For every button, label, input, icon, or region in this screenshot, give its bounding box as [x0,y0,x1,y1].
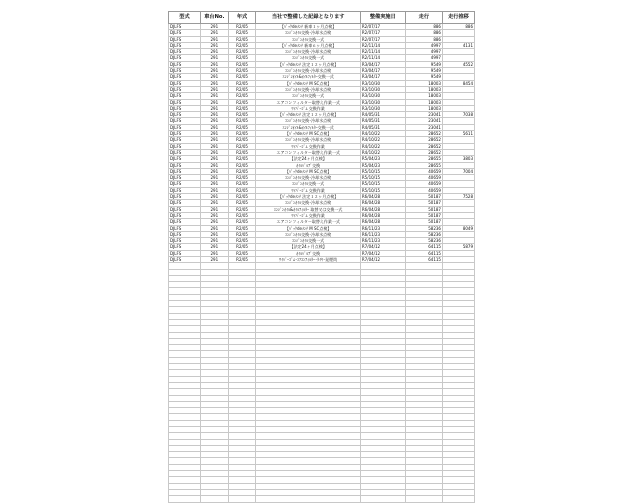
table-row [169,225,475,231]
cell-service-date: R3/10/30 [360,86,405,92]
cell-chassis-no: 291 [200,42,228,48]
cell-description: 【ﾊﾟｯｸdeﾒﾝﾃ 法定１２ヶ月点検】 [256,61,360,67]
cell-description: 【ﾊﾟｯｸdeﾒﾝﾃ M SC点検】 [256,225,360,231]
cell-description: 【ﾊﾟｯｸdeﾒﾝﾃ M SC点検】 [256,80,360,86]
header-chassis-no: 車台No. [200,12,228,24]
cell-model: DJLFS [169,30,201,36]
cell-chassis-no: 291 [200,238,228,244]
cell-description: 【ﾊﾟｯｸdeﾒﾝﾃ 法定１２ヶ月点検】 [256,112,360,118]
cell-description: 【法定24ヶ月点検】 [256,156,360,162]
cell-service-date: R7/04/12 [360,256,405,262]
cell-year: R2/05 [228,131,256,137]
table-row [169,212,475,218]
cell-mileage: 40659 [405,175,442,181]
cell-mileage: 4997 [405,55,442,61]
cell-model: DJLFS [169,131,201,137]
cell-year: R2/05 [228,187,256,193]
cell-chassis-no: 291 [200,36,228,42]
cell-service-date: R5/10/15 [360,175,405,181]
cell-year: R2/05 [228,30,256,36]
cell-service-date: R3/10/30 [360,80,405,86]
cell-description: 【ﾊﾟｯｸdeﾒﾝﾃ 法定１２ヶ月点検】 [256,194,360,200]
cell-year: R2/05 [228,55,256,61]
cell-service-date: R6/11/23 [360,225,405,231]
cell-description: ｴﾝｼﾞﾝｵｲﾙ交換一式 [256,55,360,61]
cell-mileage-change: 7038 [442,112,474,118]
cell-year: R2/05 [228,74,256,80]
cell-model: DJLFS [169,99,201,105]
cell-mileage: 64115 [405,250,442,256]
cell-model: DJLFS [169,181,201,187]
cell-model: DJLFS [169,238,201,244]
table-row [169,93,475,99]
cell-model: DJLFS [169,24,201,30]
cell-service-date: R5/04/23 [360,156,405,162]
cell-description: エアコンフィルター取替え作業一式 [256,149,360,155]
table-row [169,143,475,149]
cell-chassis-no: 291 [200,143,228,149]
cell-service-date: R3/04/17 [360,74,405,80]
cell-year: R2/05 [228,137,256,143]
cell-year: R2/05 [228,118,256,124]
cell-mileage: 50187 [405,212,442,218]
cell-chassis-no: 291 [200,181,228,187]
cell-description: 【ﾊﾟｯｸdeﾒﾝﾃ M SC点検】 [256,168,360,174]
table-row [169,86,475,92]
cell-description: ｴﾝｼﾞﾝｵｲﾙ交換･冷却水点検 [256,30,360,36]
cell-chassis-no: 291 [200,80,228,86]
cell-chassis-no: 291 [200,93,228,99]
cell-mileage: 9549 [405,74,442,80]
cell-chassis-no: 291 [200,131,228,137]
cell-mileage: 4997 [405,42,442,48]
cell-description: 【ﾊﾟｯｸdeﾒﾝﾃ M SC点検】 [256,131,360,137]
cell-year: R2/05 [228,206,256,212]
cell-service-date: R4/05/31 [360,124,405,130]
cell-mileage-change: 7004 [442,168,474,174]
cell-chassis-no: 291 [200,55,228,61]
cell-chassis-no: 291 [200,149,228,155]
cell-description: ｴﾝｼﾞﾝｵｲﾙ交換･冷却水点検 [256,49,360,55]
cell-mileage-change: 5879 [442,244,474,250]
cell-service-date: R2/07/17 [360,30,405,36]
cell-service-date: R7/04/12 [360,244,405,250]
cell-year: R2/05 [228,156,256,162]
cell-mileage: 23041 [405,118,442,124]
cell-service-date: R5/04/23 [360,162,405,168]
cell-year: R2/05 [228,181,256,187]
cell-description: エアコンフィルター取替え作業一式 [256,219,360,225]
empty-cell [442,496,474,502]
cell-model: DJLFS [169,162,201,168]
empty-cell [256,496,360,502]
cell-description: ｴﾝｼﾞﾝｵｲﾙ交換･冷却水点検 [256,86,360,92]
table-row [169,124,475,130]
cell-model: DJLFS [169,156,201,162]
cell-model: DJLFS [169,212,201,218]
cell-mileage: 9549 [405,61,442,67]
cell-description: ｴﾝｼﾞﾝｵｲﾙ交換･冷却水点検 [256,231,360,237]
cell-year: R2/05 [228,194,256,200]
cell-mileage: 28652 [405,149,442,155]
cell-service-date: R6/04/28 [360,212,405,218]
cell-year: R2/05 [228,49,256,55]
cell-model: DJLFS [169,42,201,48]
cell-year: R2/05 [228,231,256,237]
cell-chassis-no: 291 [200,49,228,55]
cell-year: R2/05 [228,24,256,30]
cell-mileage: 18003 [405,99,442,105]
cell-service-date: R2/11/14 [360,49,405,55]
cell-description: ｴﾝｼﾞﾝｵｲﾙ交換一式 [256,181,360,187]
cell-year: R2/05 [228,93,256,99]
cell-chassis-no: 291 [200,231,228,237]
table-row [169,99,475,105]
cell-mileage: 50187 [405,200,442,206]
table-row [169,244,475,250]
header-service-date: 整備実施日 [360,12,405,24]
cell-model: DJLFS [169,118,201,124]
cell-chassis-no: 291 [200,187,228,193]
cell-year: R2/05 [228,149,256,155]
cell-chassis-no: 291 [200,61,228,67]
cell-service-date: R4/05/31 [360,112,405,118]
cell-year: R2/05 [228,61,256,67]
cell-model: DJLFS [169,86,201,92]
cell-chassis-no: 291 [200,244,228,250]
cell-chassis-no: 291 [200,24,228,30]
cell-year: R2/05 [228,80,256,86]
cell-chassis-no: 291 [200,124,228,130]
cell-model: DJLFS [169,124,201,130]
cell-year: R2/05 [228,256,256,262]
cell-mileage: 886 [405,24,442,30]
cell-mileage: 18003 [405,105,442,111]
cell-chassis-no: 291 [200,112,228,118]
cell-description: ｴﾝｼﾞﾝｵｲﾙ交換一式 [256,93,360,99]
cell-service-date: R6/04/28 [360,200,405,206]
cell-year: R2/05 [228,99,256,105]
cell-model: DJLFS [169,112,201,118]
cell-model: DJLFS [169,244,201,250]
cell-model: DJLFS [169,61,201,67]
cell-mileage: 18003 [405,80,442,86]
cell-description: ｵｲﾙﾊﾞﾙﾌﾞ交換 [256,250,360,256]
cell-service-date: R2/07/17 [360,36,405,42]
table-row [169,168,475,174]
cell-year: R2/05 [228,105,256,111]
cell-service-date: R3/04/17 [360,68,405,74]
table-row [169,105,475,111]
cell-mileage: 40659 [405,187,442,193]
cell-model: DJLFS [169,250,201,256]
cell-service-date: R4/10/22 [360,143,405,149]
cell-service-date: R3/10/30 [360,99,405,105]
cell-service-date: R3/04/17 [360,61,405,67]
cell-chassis-no: 291 [200,30,228,36]
cell-year: R2/05 [228,175,256,181]
cell-mileage: 58236 [405,231,442,237]
cell-chassis-no: 291 [200,219,228,225]
cell-description: 【法定24ヶ月点検】 [256,244,360,250]
empty-cell [360,496,405,502]
cell-service-date: R2/11/14 [360,55,405,61]
cell-description: ｴﾝｼﾞﾝｵｲﾙ&ｵｲﾙﾌｨﾙﾀｰ交換一式 [256,74,360,80]
cell-mileage: 886 [405,30,442,36]
header-year: 年式 [228,12,256,24]
cell-chassis-no: 291 [200,105,228,111]
cell-year: R2/05 [228,219,256,225]
cell-model: DJLFS [169,225,201,231]
cell-year: R2/05 [228,86,256,92]
cell-service-date: R4/10/22 [360,131,405,137]
cell-model: DJLFS [169,49,201,55]
empty-cell [200,496,228,502]
table-row [169,231,475,237]
cell-description: ｴﾝｼﾞﾝｵｲﾙ交換一式 [256,238,360,244]
table-row [169,200,475,206]
cell-year: R2/05 [228,36,256,42]
cell-model: DJLFS [169,137,201,143]
cell-service-date: R3/10/30 [360,93,405,99]
cell-chassis-no: 291 [200,175,228,181]
cell-description: ｴﾝｼﾞﾝｵｲﾙ交換･冷却水点検 [256,175,360,181]
cell-model: DJLFS [169,143,201,149]
cell-model: DJLFS [169,105,201,111]
cell-mileage: 40659 [405,181,442,187]
cell-mileage-change: 5611 [442,131,474,137]
table-row [169,238,475,244]
cell-model: DJLFS [169,231,201,237]
cell-model: DJLFS [169,256,201,262]
cell-model: DJLFS [169,168,201,174]
cell-mileage: 58236 [405,225,442,231]
cell-description: ﾜｲﾊﾟｰｺﾞﾑ 交換作業 [256,143,360,149]
table-row [169,187,475,193]
cell-mileage-change: 3803 [442,156,474,162]
cell-service-date: R6/11/23 [360,238,405,244]
cell-year: R2/05 [228,250,256,256]
cell-year: R2/05 [228,68,256,74]
cell-description: ｴﾝｼﾞﾝｵｲﾙ交換･冷却水点検 [256,68,360,74]
cell-chassis-no: 291 [200,212,228,218]
cell-service-date: R3/10/30 [360,105,405,111]
header-row [169,12,475,24]
cell-description: ｴﾝｼﾞﾝｵｲﾙ交換･冷却水点検 [256,200,360,206]
cell-model: DJLFS [169,68,201,74]
cell-chassis-no: 291 [200,250,228,256]
cell-model: DJLFS [169,149,201,155]
cell-description: ｴﾝｼﾞﾝｵｲﾙ交換一式 [256,36,360,42]
cell-chassis-no: 291 [200,256,228,262]
cell-description: ｴﾝｼﾞﾝｵｲﾙ&ｵｲﾙﾌｨﾙﾀｰ 取替又は交換一式 [256,206,360,212]
table-row [169,206,475,212]
cell-model: DJLFS [169,80,201,86]
table-row [169,131,475,137]
cell-service-date: R6/04/28 [360,219,405,225]
cell-mileage: 18003 [405,86,442,92]
cell-mileage: 9549 [405,68,442,74]
cell-service-date: R2/07/17 [360,24,405,30]
cell-year: R2/05 [228,244,256,250]
header-mileage: 走行 [405,12,442,24]
header-mileage-change: 走行推移 [442,12,474,24]
cell-service-date: R5/10/15 [360,168,405,174]
cell-year: R2/05 [228,112,256,118]
cell-mileage-change: 886 [442,24,474,30]
cell-chassis-no: 291 [200,86,228,92]
cell-description: 【ﾊﾟｯｸdeﾒﾝﾃ 新車１ヶ月点検】 [256,24,360,30]
cell-model: DJLFS [169,55,201,61]
cell-description: 【ﾊﾟｯｸdeﾒﾝﾃ 新車６ヶ月点検】 [256,42,360,48]
cell-chassis-no: 291 [200,168,228,174]
cell-chassis-no: 291 [200,74,228,80]
cell-mileage: 50187 [405,194,442,200]
cell-mileage-change: 7528 [442,194,474,200]
cell-mileage: 28655 [405,162,442,168]
table-row [169,175,475,181]
cell-chassis-no: 291 [200,137,228,143]
table-row [169,219,475,225]
cell-mileage: 50187 [405,206,442,212]
header-model: 型式 [169,12,201,24]
empty-row [169,496,475,502]
header-description: 当社で整備した記録となります [256,12,360,24]
cell-chassis-no: 291 [200,99,228,105]
cell-mileage: 28652 [405,137,442,143]
cell-model: DJLFS [169,219,201,225]
cell-service-date: R5/10/15 [360,187,405,193]
cell-model: DJLFS [169,175,201,181]
cell-mileage: 28652 [405,131,442,137]
cell-description: ｴﾝｼﾞﾝｵｲﾙ交換･冷却水点検 [256,137,360,143]
cell-year: R2/05 [228,168,256,174]
cell-chassis-no: 291 [200,162,228,168]
table-row [169,112,475,118]
cell-description: エアコンフィルター取替え作業一式 [256,99,360,105]
cell-service-date: R4/10/22 [360,149,405,155]
cell-year: R2/05 [228,200,256,206]
cell-service-date: R7/04/12 [360,250,405,256]
cell-model: DJLFS [169,93,201,99]
cell-mileage: 40659 [405,168,442,174]
table-row [169,137,475,143]
cell-model: DJLFS [169,36,201,42]
cell-year: R2/05 [228,124,256,130]
cell-mileage: 50187 [405,219,442,225]
cell-mileage: 64115 [405,244,442,250]
cell-chassis-no: 291 [200,118,228,124]
cell-year: R2/05 [228,42,256,48]
cell-model: DJLFS [169,187,201,193]
cell-mileage: 886 [405,36,442,42]
table-row [169,194,475,200]
cell-description: ｴﾝｼﾞﾝｵｲﾙ交換･冷却水点検 [256,118,360,124]
cell-mileage-change: 4131 [442,42,474,48]
empty-cell [169,496,201,502]
cell-service-date: R2/11/14 [360,42,405,48]
table-row [169,80,475,86]
cell-description: ﾜｲﾊﾟｰｺﾞﾑ 交換作業 [256,105,360,111]
cell-service-date: R6/11/23 [360,231,405,237]
cell-model: DJLFS [169,206,201,212]
table-row [169,149,475,155]
cell-year: R2/05 [228,143,256,149]
table-row [169,118,475,124]
cell-service-date: R6/04/28 [360,194,405,200]
cell-model: DJLFS [169,194,201,200]
cell-chassis-no: 291 [200,194,228,200]
cell-service-date: R5/10/15 [360,181,405,187]
cell-year: R2/05 [228,225,256,231]
cell-description: ﾜｲﾊﾟｰｺﾞﾑ 交換作業 [256,212,360,218]
cell-mileage-change: 8049 [442,225,474,231]
empty-cell [405,496,442,502]
cell-model: DJLFS [169,200,201,206]
cell-chassis-no: 291 [200,206,228,212]
cell-description: ｵｲﾙﾊﾞﾙﾌﾞ交換 [256,162,360,168]
cell-service-date: R6/04/28 [360,206,405,212]
cell-year: R2/05 [228,162,256,168]
cell-mileage: 64115 [405,256,442,262]
cell-mileage-change: 8454 [442,80,474,86]
cell-description: ﾜｲﾊﾟｰｺﾞﾑ･ｴｱｺﾝﾌｨﾙﾀｰ･ﾀｲﾔ･発煙筒 [256,256,360,262]
cell-mileage: 4997 [405,49,442,55]
cell-mileage: 23041 [405,112,442,118]
record-body [169,24,475,503]
cell-mileage: 23041 [405,124,442,130]
table-row [169,256,475,262]
cell-mileage: 18003 [405,93,442,99]
cell-chassis-no: 291 [200,225,228,231]
cell-service-date: R4/10/22 [360,137,405,143]
cell-mileage: 58236 [405,238,442,244]
cell-mileage: 28652 [405,143,442,149]
table-row [169,156,475,162]
cell-year: R2/05 [228,212,256,218]
cell-service-date: R4/05/31 [360,118,405,124]
maintenance-record-table [168,11,475,503]
cell-mileage-change: 4552 [442,61,474,67]
cell-model: DJLFS [169,74,201,80]
cell-chassis-no: 291 [200,156,228,162]
table-row [169,181,475,187]
cell-description: ﾜｲﾊﾟｰｺﾞﾑ 交換作業 [256,187,360,193]
cell-chassis-no: 291 [200,68,228,74]
empty-cell [228,496,256,502]
cell-description: ｴﾝｼﾞﾝｵｲﾙ&ｵｲﾙﾌｨﾙﾀｰ交換一式 [256,124,360,130]
cell-year: R2/05 [228,238,256,244]
cell-chassis-no: 291 [200,200,228,206]
cell-mileage: 28655 [405,156,442,162]
